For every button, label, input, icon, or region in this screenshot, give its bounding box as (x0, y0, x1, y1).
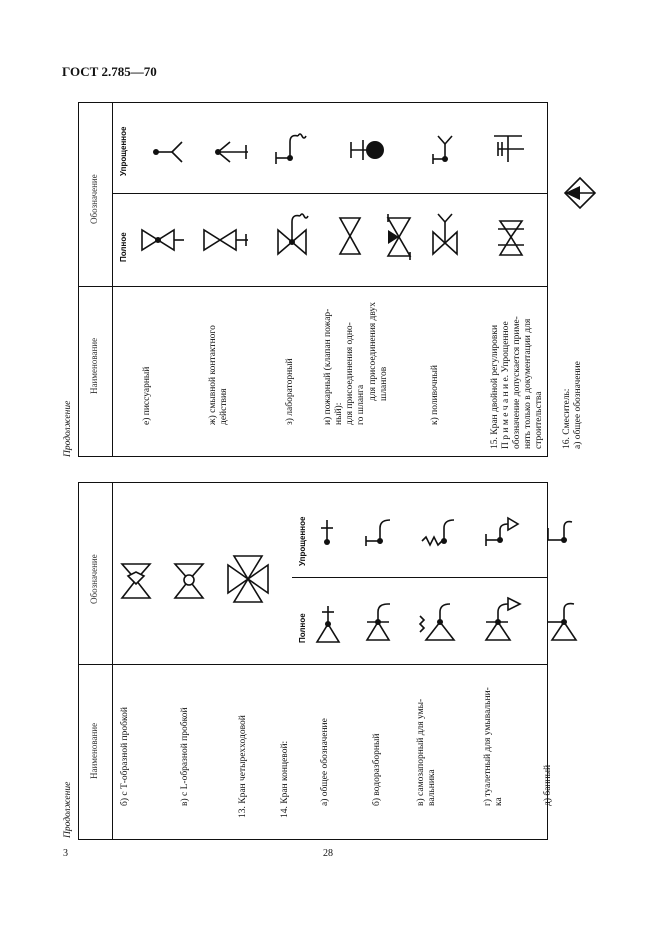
double-regulation-valve-simplified-icon (492, 132, 528, 168)
bottom-row-label-b2: б) водоразборный (372, 733, 382, 806)
mixer-general-icon (563, 176, 597, 212)
watering-valve-full-icon (430, 210, 460, 260)
bottom-row-label-g: г) туалетный для умывальни- ка (483, 687, 504, 806)
watering-valve-simplified-icon (430, 132, 460, 168)
urinal-valve-full-icon (138, 225, 188, 255)
bath-valve-simplified-icon (546, 516, 576, 550)
toilet-washbasin-valve-simplified-icon (484, 516, 524, 550)
top-column-divider (78, 286, 547, 287)
page-number: 28 (323, 848, 333, 859)
top-sub-full-header: Полное (119, 232, 128, 262)
bath-valve-full-icon (546, 598, 582, 646)
water-tap-simplified-icon (364, 514, 400, 550)
top-row-label-15: 15. Кран двойной регулировки П р и м е ч а н и е. Упрощенное обозначение допускается приме- нять только в документации для строительства (490, 316, 544, 449)
bottom-column-divider (78, 664, 547, 665)
bottom-continuation-label: Продолжение (63, 781, 73, 838)
bottom-col-name-header: Наименование (89, 722, 99, 779)
bottom-header-divider (112, 482, 113, 839)
bottom-table-frame (78, 482, 548, 840)
top-col-name-header: Наименование (89, 337, 99, 394)
side-number: 3 (63, 848, 68, 859)
water-tap-full-icon (364, 598, 400, 646)
top-row-label-i-two: для присоединения двух шлангов (368, 301, 389, 401)
bottom-row-label-a: а) общее обозначение (320, 718, 330, 806)
four-way-valve-icon (226, 554, 270, 604)
top-row-label-e: е) писсуарный (142, 366, 152, 425)
bottom-row-label-b: б) с Т-образной пробкой (120, 707, 130, 806)
t-plug-valve-icon (120, 560, 152, 602)
laboratory-valve-simplified-icon (274, 126, 314, 168)
bottom-row-label-13: 13. Кран четырехходовой (238, 715, 248, 818)
top-row-label-i: и) пожарный (клапан пожар- ный): для присоединения одно- го шланга (323, 308, 366, 425)
top-col-designation-header: Обозначение (89, 174, 99, 224)
bottom-sub-full-header: Полное (298, 613, 307, 643)
urinal-valve-simplified-icon (150, 138, 186, 166)
bottom-subcolumn-divider (292, 577, 547, 578)
end-valve-general-full-icon (314, 604, 342, 646)
self-closing-valve-full-icon (418, 598, 458, 646)
fire-valve-two-hoses-icon (384, 212, 414, 262)
top-row-label-zh: ж) смывной контактного действия (208, 325, 229, 425)
top-row-label-z: з) лабораторный (285, 358, 295, 425)
top-row-label-16: 16. Смеситель: а) общее обозначение (562, 361, 583, 449)
flush-valve-full-icon (200, 225, 250, 255)
top-row-label-k: к) поливочный (430, 365, 440, 425)
bottom-row-label-v2: в) самозапорный для умы- вальника (416, 698, 437, 806)
bottom-sub-simplified-header: Упрощенное (298, 516, 307, 566)
top-continuation-label: Продолжение (63, 400, 73, 457)
laboratory-valve-full-icon (276, 210, 316, 258)
fire-valve-simplified-icon (349, 136, 389, 166)
top-subcolumn-divider (112, 193, 547, 194)
toilet-washbasin-valve-full-icon (480, 596, 524, 644)
bottom-row-label-14: 14. Кран концевой: (280, 740, 290, 818)
l-plug-valve-icon (173, 560, 205, 602)
flush-valve-simplified-icon (212, 138, 252, 166)
end-valve-general-simplified-icon (315, 518, 339, 548)
bottom-row-label-v: в) с L-образной пробкой (180, 707, 190, 806)
bottom-col-designation-header: Обозначение (89, 554, 99, 604)
bottom-row-label-d: д) банный (543, 764, 553, 806)
top-header-divider (112, 102, 113, 456)
top-sub-simplified-header: Упрощенное (119, 126, 128, 176)
document-header: ГОСТ 2.785—70 (62, 64, 157, 79)
fire-valve-one-hose-icon (337, 212, 363, 260)
double-regulation-valve-full-icon (496, 215, 526, 263)
self-closing-valve-simplified-icon (420, 514, 460, 550)
